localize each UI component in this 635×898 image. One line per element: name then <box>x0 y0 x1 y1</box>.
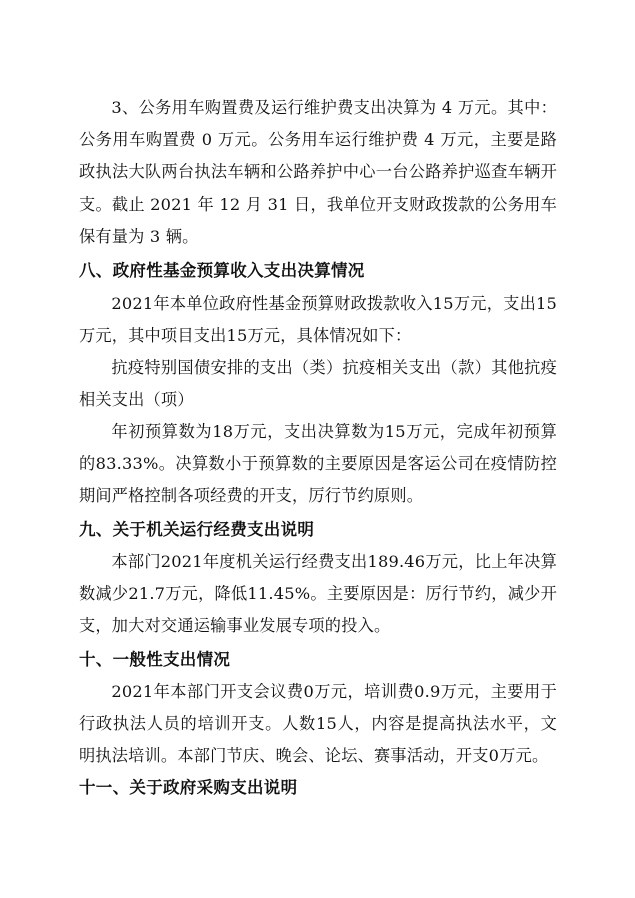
heading-section-8: 八、政府性基金预算收入支出决算情况 <box>79 261 365 280</box>
paragraph-operating-expenses: 本部门2021年度机关运行经费支出189.46万元，比上年决算数减少21.7万元，降低11.45%。主要原因是：厉行节约，减少开支，加大对交通运输事业发展专项的投入。 <box>79 552 557 636</box>
paragraph-general-expenses: 2021年本部门开支会议费0万元，培训费0.9万元，主要用于行政执法人员的培训开支。人数15人，内容是提高执法水平，文明执法培训。本部门节庆、晚会、论坛、赛事活动，开支0万元。 <box>79 682 557 766</box>
paragraph-budget-completion: 年初预算数为18万元，支出决算数为15万元，完成年初预算的83.33%。决算数小于预算数的主要原因是客运公司在疫情防控期间严格控制各项经费的开支，厉行节约原则。 <box>79 422 557 506</box>
heading-section-9: 九、关于机关运行经费支出说明 <box>79 520 315 539</box>
heading-section-10: 十、一般性支出情况 <box>79 650 231 669</box>
paragraph-vehicle-expenses: 3、公务用车购置费及运行维护费支出决算为 4 万元。其中：公务用车购置费 0 万元。公务用车运行维护费 4 万元，主要是路政执法大队两台执法车辆和公路养护中心一台公路养护巡查车辆开支。截止 2021 年 12 月 31 日，我单位开支财政拨款的公务用车保有量为 3 辆。 <box>79 98 557 246</box>
paragraph-anti-epidemic-item: 抗疫特别国债安排的支出（类）抗疫相关支出（款）其他抗疫相关支出（项） <box>79 358 557 410</box>
heading-section-11: 十一、关于政府采购支出说明 <box>79 778 298 797</box>
paragraph-fund-budget: 2021年本单位政府性基金预算财政拨款收入15万元，支出15万元，其中项目支出15万元，具体情况如下： <box>79 294 557 346</box>
